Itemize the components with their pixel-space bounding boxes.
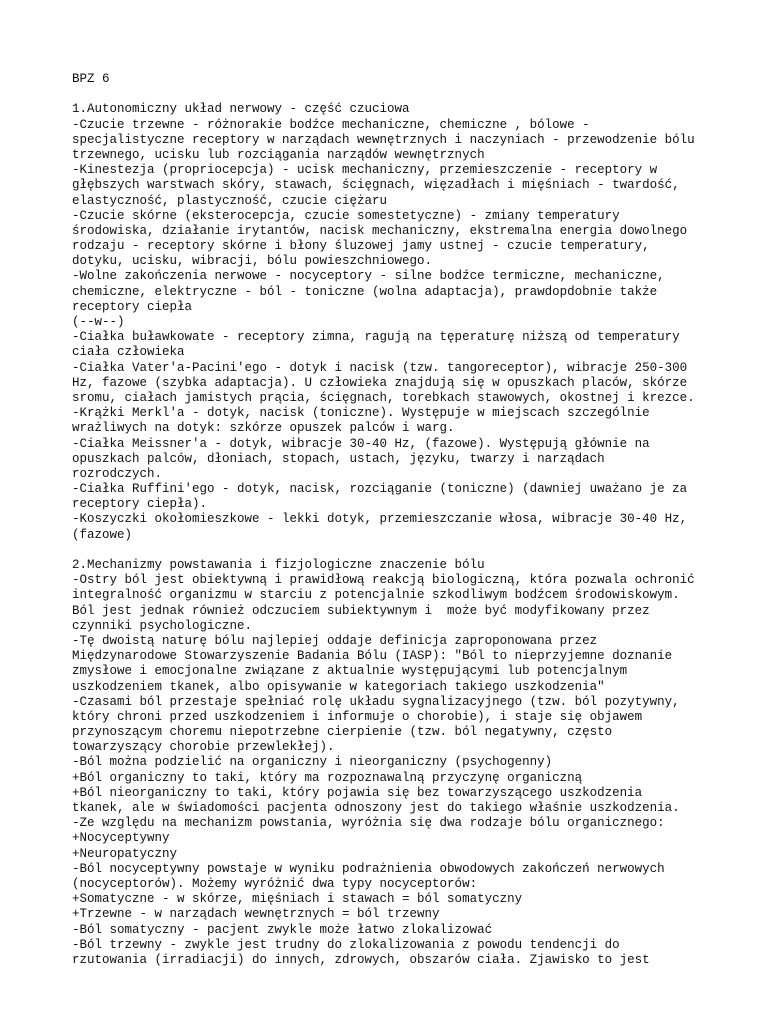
text-line: ciała człowieka: [72, 345, 185, 360]
text-line: -Czucie skórne (eksterocepcja, czucie somestetyczne) - zmiany temperatury: [72, 208, 620, 223]
text-line: towarzyszący chorobie przewlekłej).: [72, 740, 335, 755]
text-line: wrażliwych na dotyk: szkórze opuszek palców i warg.: [72, 421, 455, 436]
text-line: -Ciałka Ruffini'ego - dotyk, nacisk, rozciąganie (toniczne) (dawniej uważano je za: [72, 482, 688, 497]
text-line: rozrodczych.: [72, 466, 163, 481]
text-line: receptory ciepła: [72, 299, 193, 314]
text-line: trzewnego, ucisku lub rozciągania narządów wewnętrznych: [72, 147, 485, 162]
text-line: -Ciałka Meissner'a - dotyk, wibracje 30-40 Hz, (fazowe). Występują głównie na: [72, 436, 650, 451]
text-line: 2.Mechanizmy powstawania i fizjologiczne znaczenie bólu: [72, 558, 485, 572]
text-line: Ból jest jednak również odczuciem subiektywnym i może być modyfikowany przez: [72, 603, 650, 618]
text-line: -Koszyczki okołomieszkowe - lekki dotyk, przemieszczanie włosa, wibracje 30-40 Hz,: [72, 512, 688, 527]
text-line: opuszkach palców, dłoniach, stopach, ustach, języku, twarzy i narządach: [72, 451, 605, 466]
text-line: chemiczne, elektryczne - ból - toniczne (wolna adaptacja), prawdopdobnie także: [72, 284, 658, 299]
text-line: środowiska, działanie irytantów, nacisk mechaniczny, ekstremalna energia dowolnego: [72, 223, 688, 238]
text-line: -Ostry ból jest obiektywną i prawidłową reakcją biologiczną, która pozwala ochronić: [72, 573, 695, 588]
text-line: integralność organizmu w starciu z potencjalnie szkodliwym bodźcem środowiskowym.: [72, 588, 680, 603]
text-line: +Somatyczne - w skórze, mięśniach i stawach = ból somatyczny: [72, 892, 523, 907]
text-line: dotyku, ucisku, wibracji, bólu powieszchniowego.: [72, 254, 433, 269]
text-line: -Ciałka buławkowate - receptory zimna, ragują na tęperaturę niższą od temperatury: [72, 330, 680, 345]
text-line: przynoszącym choremu niepotrzebne cierpienie (tzw. ból negatywny, często: [72, 725, 613, 740]
text-line: -Krążki Merkl'a - dotyk, nacisk (toniczne). Występuje w miejscach szczególnie: [72, 406, 650, 421]
text-line: rzutowania (irradiacji) do innych, zdrowych, obszarów ciała. Zjawisko to jest: [72, 952, 650, 967]
text-line: uszkodzeniem tkanek, albo opisywanie w kategoriach takiego uszkodzenia": [72, 679, 605, 694]
text-line: [72, 87, 732, 102]
text-line: elastyczność, plastyczność, czucie ciężaru: [72, 193, 388, 208]
text-line: głębszych warstwach skóry, stawach, ścięgnach, więzadłach i mięśniach - twardość,: [72, 178, 680, 193]
text-line: +Ból nieorganiczny to taki, który pojawia się bez towarzyszącego uszkodzenia: [72, 785, 643, 800]
text-line: który chroni przed uszkodzeniem i informuje o chorobie), i staje się objawem: [72, 709, 643, 724]
text-line: -Wolne zakończenia nerwowe - nocyceptory - silne bodźce termiczne, mechaniczne,: [72, 269, 665, 284]
document-text: [72, 72, 732, 968]
text-line: -Ból można podzielić na organiczny i nieorganiczny (psychogenny): [72, 755, 553, 770]
text-line: 1.Autonomiczny układ nerwowy - część czuciowa: [72, 102, 410, 117]
text-line: -Ból trzewny - zwykle jest trudny do zlokalizowania z powodu tendencji do: [72, 937, 620, 952]
text-line: -Ze względu na mechanizm powstania, wyróżnia się dwa rodzaje bólu organicznego:: [72, 816, 665, 831]
text-line: (--w--): [72, 315, 125, 329]
text-line: -Ból somatyczny - pacjent zwykle może łatwo zlokalizować: [72, 922, 493, 937]
text-line: (fazowe): [72, 527, 133, 542]
text-line: +Trzewne - w narządach wewnętrznych = ból trzewny: [72, 907, 440, 922]
text-line: Międzynarodowe Stowarzyszenie Badania Bólu (IASP): "Ból to nieprzyjemne doznanie: [72, 649, 673, 664]
text-line: -Tę dwoistą naturę bólu najlepiej oddaje definicja zaproponowana przez: [72, 633, 598, 648]
text-line: -Czasami ból przestaje spełniać rolę układu sygnalizacyjnego (tzw. ból pozytywny,: [72, 694, 680, 709]
text-line: receptory ciepła).: [72, 497, 208, 512]
text-line: specjalistyczne receptory w narządach wewnętrznych i naczyniach - przewodzenie bólu: [72, 132, 695, 147]
text-line: [72, 543, 732, 558]
text-line: tkanek, ale w świadomości pacjenta odnoszony jest do takiego właśnie uszkodzenia.: [72, 801, 680, 815]
text-line: +Nocyceptywny: [72, 831, 170, 846]
text-line: +Ból organiczny to taki, który ma rozpoznawalną przyczynę organiczną: [72, 770, 583, 785]
text-line: rodzaju - receptory skórne i błony śluzowej jamy ustnej - czucie temperatury,: [72, 239, 650, 254]
text-line: sromu, ciałach jamistych prącia, ścięgnach, torebkach stawowych, okostnej i krezce.: [72, 390, 695, 405]
text-line: +Neuropatyczny: [72, 846, 178, 861]
text-line: -Ból nocyceptywny powstaje w wyniku podrażnienia obwodowych zakończeń nerwowych: [72, 861, 665, 876]
text-line: Hz, fazowe (szybka adaptacja). U człowieka znajdują się w opuszkach placów, skórze: [72, 375, 688, 390]
text-line: (nocyceptorów). Możemy wyróżnić dwa typy nocyceptorów:: [72, 876, 478, 891]
text-line: -Czucie trzewne - różnorakie bodźce mechaniczne, chemiczne , bólowe -: [72, 117, 590, 132]
text-line: zmysłowe i emocjonalne związane z aktualnie występującymi lub potencjalnym: [72, 664, 628, 679]
text-line: -Kinestezja (propriocepcja) - ucisk mechaniczny, przemieszczenie - receptory w: [72, 163, 658, 178]
document-title: BPZ 6: [72, 72, 110, 86]
text-line: -Ciałka Vater'a-Pacini'ego - dotyk i nacisk (tzw. tangoreceptor), wibracje 250-300: [72, 360, 688, 375]
text-line: czynniki psychologiczne.: [72, 618, 253, 633]
